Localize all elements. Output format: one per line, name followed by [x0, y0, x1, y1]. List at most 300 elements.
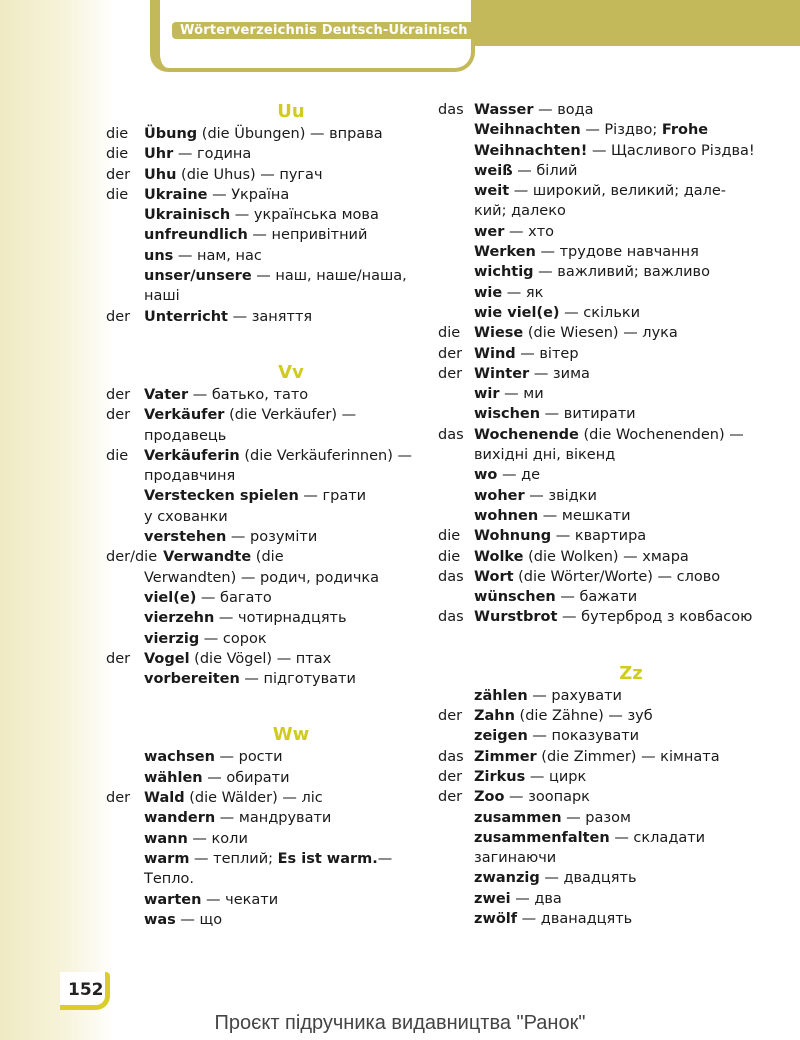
entry-article [106, 225, 144, 245]
entry-translation: (die Verkäuferinnen) — [239, 447, 412, 464]
entry-text [144, 768, 290, 788]
dictionary-entry [106, 205, 436, 225]
entry-article [106, 466, 144, 486]
entry-article [438, 201, 474, 221]
dictionary-entry [438, 141, 788, 161]
entry-text [144, 124, 383, 144]
dictionary-entry [106, 385, 436, 405]
entry-text [144, 608, 347, 628]
entry-article: der [438, 768, 463, 785]
dictionary-entry [106, 788, 436, 808]
dictionary-entry [106, 466, 436, 486]
entry-phrase: Frohe [661, 122, 709, 139]
entry-article [438, 486, 474, 506]
entry-text [144, 527, 317, 547]
dictionary-entry [438, 868, 788, 888]
entry-text [474, 262, 710, 282]
dictionary-entry [438, 283, 788, 303]
entry-text [144, 747, 283, 767]
entry-text [144, 629, 267, 649]
dictionary-entry [438, 262, 788, 282]
dictionary-entry [106, 890, 436, 910]
entry-word: Winter [474, 365, 530, 382]
dictionary-entry [438, 465, 788, 485]
entry-text [144, 788, 323, 808]
entry-translation: — багато [196, 589, 272, 606]
side-decoration-band [0, 0, 115, 1040]
dictionary-entry [438, 323, 788, 343]
entry-translation: (die Zähne) — зуб [514, 708, 653, 725]
entry-translation: — звідки [524, 487, 597, 504]
entry-translation: — два [510, 890, 562, 907]
dictionary-entry [438, 120, 788, 140]
entry-article [438, 909, 474, 929]
entry-word: vierzehn [144, 610, 215, 627]
entry-word: wischen [474, 406, 541, 423]
entry-text [474, 486, 597, 506]
entry-text [144, 890, 278, 910]
entry-translation: — разом [561, 809, 631, 826]
dictionary-entry [438, 726, 788, 746]
entry-translation: вихідні дні, вікенд [474, 447, 616, 464]
entry-text [474, 303, 640, 323]
entry-text [474, 242, 699, 262]
entry-word: wer [474, 223, 505, 240]
entry-text [144, 165, 323, 185]
entry-word: Wald [144, 790, 185, 807]
entry-text [474, 100, 594, 120]
dictionary-entry [106, 747, 436, 767]
entry-text [474, 120, 708, 140]
entry-translation: Verwandten) — родич, родичка [144, 569, 380, 586]
entry-translation: (die Übungen) — вправа [197, 126, 383, 142]
entry-text [144, 588, 272, 608]
dictionary-entry [438, 486, 788, 506]
entry-text [144, 185, 289, 205]
entry-text [474, 384, 544, 404]
entry-article [438, 120, 474, 140]
entry-word: unser/unsere [144, 268, 252, 285]
dictionary-entry [438, 303, 788, 323]
entry-word: Wasser [474, 102, 534, 118]
entry-article [438, 384, 474, 404]
entry-word: wachsen [144, 749, 215, 766]
entry-word: verstehen [144, 529, 227, 546]
entry-article [438, 283, 474, 303]
entry-article [106, 426, 144, 446]
entry-word: wählen [144, 769, 203, 786]
section-gap [438, 628, 788, 662]
dictionary-entry [438, 607, 788, 627]
entry-text [474, 161, 577, 181]
entry-article: der [106, 790, 131, 807]
entry-article [438, 828, 474, 848]
entry-text [474, 222, 554, 242]
entry-article [106, 527, 144, 547]
entry-translation: — обирати [202, 769, 290, 786]
dictionary-entry [438, 787, 788, 807]
left-column [106, 100, 436, 930]
entry-text [144, 426, 226, 446]
section-letter: Uu [277, 101, 305, 122]
dictionary-entry [106, 588, 436, 608]
section-gap [106, 327, 436, 361]
entry-article [106, 829, 144, 849]
entry-word: zwölf [474, 910, 518, 927]
entry-article [106, 808, 144, 828]
entry-translation: — нам, нас [173, 247, 262, 264]
entry-text [474, 889, 562, 909]
entry-article [106, 849, 144, 869]
entry-text [144, 829, 248, 849]
entry-article: die [106, 146, 129, 163]
entry-text [474, 587, 637, 607]
entry-word: wie [474, 284, 503, 301]
dictionary-entry [438, 425, 788, 445]
entry-article [106, 286, 144, 306]
entry-article [106, 629, 144, 649]
entry-text [474, 868, 637, 888]
dictionary-entry [438, 767, 788, 787]
dictionary-entry [106, 910, 436, 930]
entry-translation: — мандрувати [215, 810, 332, 827]
dictionary-entry [438, 506, 788, 526]
entry-article: der [106, 407, 131, 424]
entry-translation: (die Vögel) — птах [189, 650, 332, 667]
entry-text [474, 364, 590, 384]
entry-word: Ukraine [144, 186, 208, 203]
entry-text [474, 547, 689, 567]
entry-article: die [106, 186, 129, 203]
entry-article [106, 869, 144, 889]
entry-word: unfreundlich [144, 227, 248, 244]
page-number: 152 [68, 980, 104, 1000]
right-column [438, 100, 788, 929]
entry-article: das [438, 568, 464, 585]
dictionary-entry [106, 568, 436, 588]
entry-word: warm [144, 850, 190, 867]
entry-word: Werken [474, 244, 536, 261]
entry-translation: — де [497, 467, 541, 484]
dictionary-entry [106, 225, 436, 245]
entry-article [438, 262, 474, 282]
entry-text [474, 404, 636, 424]
entry-word: Vater [144, 386, 189, 403]
entry-article [438, 506, 474, 526]
entry-word: Wolke [474, 548, 524, 565]
dictionary-entry [106, 405, 436, 425]
entry-word: weit [474, 183, 510, 200]
entry-text [474, 344, 579, 364]
entry-text [474, 181, 726, 201]
entry-translation: Тепло. [144, 871, 195, 888]
entry-article [438, 161, 474, 181]
entry-translation: (die Verkäufer) — [224, 407, 357, 424]
entry-word: wandern [144, 810, 216, 827]
entry-article [106, 205, 144, 225]
entry-article: das [438, 748, 464, 765]
entry-translation: наші [144, 288, 180, 305]
entry-translation: — вітер [515, 345, 579, 362]
entry-text [144, 808, 331, 828]
entry-word: Uhu [144, 166, 177, 183]
entry-word: Vogel [144, 650, 190, 667]
entry-article [106, 747, 144, 767]
dictionary-entry [106, 486, 436, 506]
entry-translation: — бутерброд з ковбасою [557, 609, 753, 626]
entry-article: der [106, 386, 131, 403]
entry-word: Uhr [144, 146, 174, 163]
entry-text [144, 286, 180, 306]
entry-word: Wort [474, 568, 514, 585]
entry-text [474, 747, 720, 767]
entry-translation: — квартира [551, 528, 647, 545]
entry-translation: — наш, наше/наша, [251, 268, 407, 285]
entry-article [438, 222, 474, 242]
entry-translation: продавчиня [144, 468, 236, 485]
entry-word: wohnen [474, 507, 539, 524]
entry-article [438, 889, 474, 909]
entry-text [144, 307, 312, 327]
entry-article [438, 848, 474, 868]
entry-translation: кий; далеко [474, 203, 566, 220]
dictionary-entry [106, 124, 436, 144]
entry-text [474, 445, 615, 465]
entry-translation: — рости [214, 749, 283, 766]
dictionary-entry [106, 808, 436, 828]
entry-translation: — вода [533, 102, 594, 118]
entry-word: Verstecken spielen [144, 488, 299, 505]
entry-translation: — непривітний [247, 227, 368, 244]
dictionary-entry [438, 567, 788, 587]
entry-text [163, 547, 283, 567]
entry-article: der/die [106, 549, 158, 566]
entry-translation: — розуміти [226, 529, 318, 546]
entry-translation: — дванадцять [517, 910, 633, 927]
entry-word: zusammen [474, 809, 562, 826]
entry-translation: — як [502, 284, 544, 301]
dictionary-entry [438, 100, 788, 120]
entry-article [106, 910, 144, 930]
dictionary-entry [438, 828, 788, 848]
dictionary-entry [106, 649, 436, 669]
entry-word: vorbereiten [144, 671, 240, 688]
entry-text [474, 465, 540, 485]
entry-article [106, 246, 144, 266]
entry-article [106, 507, 144, 527]
entry-article [438, 587, 474, 607]
entry-word: Wohnung [474, 528, 552, 545]
entry-translation: — Щасливого Різдва! [587, 142, 755, 159]
entry-article [438, 141, 474, 161]
entry-text [474, 283, 543, 303]
entry-article: der [438, 708, 463, 725]
entry-translation: (die Wolken) — хмара [523, 548, 689, 565]
entry-article [106, 608, 144, 628]
entry-text [474, 787, 590, 807]
entry-word: Wochenende [474, 426, 579, 443]
dictionary-entry [106, 608, 436, 628]
entry-text [474, 686, 622, 706]
entry-article [438, 686, 474, 706]
page-title: Wörterverzeichnis Deutsch-Ukrainisch [172, 22, 476, 39]
entry-text [474, 909, 632, 929]
entry-word: wo [474, 467, 498, 484]
entry-translation: у схованки [144, 508, 228, 525]
entry-text [474, 808, 631, 828]
entry-word: Weihnachten! [474, 142, 588, 159]
entry-text [474, 201, 566, 221]
dictionary-entry [106, 165, 436, 185]
entry-translation: — чекати [201, 891, 279, 908]
entry-translation: — трудове навчання [535, 244, 699, 261]
entry-text [474, 526, 646, 546]
entry-word: weiß [474, 162, 513, 179]
entry-word: Zirkus [474, 768, 526, 785]
entry-text [474, 828, 705, 848]
dictionary-entry [106, 547, 436, 567]
dictionary-entry [106, 768, 436, 788]
entry-translation: — зима [529, 365, 590, 382]
dictionary-entry [106, 629, 436, 649]
entry-text [474, 323, 678, 343]
entry-article [106, 588, 144, 608]
entry-text [474, 141, 755, 161]
entry-word: Zahn [474, 708, 515, 725]
dictionary-entry [438, 686, 788, 706]
entry-translation: — рахувати [527, 687, 622, 704]
dictionary-entry [438, 384, 788, 404]
entry-text [474, 706, 653, 726]
entry-word: vierzig [144, 630, 200, 647]
entry-text [144, 205, 379, 225]
entry-translation: — важливий; важливо [533, 264, 710, 281]
entry-word: Übung [144, 126, 198, 142]
entry-word: Wurstbrot [474, 609, 558, 626]
entry-article: die [106, 126, 129, 142]
entry-word: Unterricht [144, 308, 228, 325]
entry-text [144, 649, 331, 669]
dictionary-entry [106, 144, 436, 164]
entry-translation: — теплий; [189, 850, 278, 867]
entry-text [144, 669, 356, 689]
entry-article [438, 404, 474, 424]
dictionary-entry [106, 527, 436, 547]
entry-text [144, 849, 392, 869]
entry-word: viel(e) [144, 589, 197, 606]
entry-translation: — складати [609, 829, 706, 846]
dictionary-entry [106, 286, 436, 306]
entry-word: Zoo [474, 789, 505, 806]
dictionary-entry [106, 849, 436, 869]
dictionary-entry [106, 669, 436, 689]
entry-translation: (die Wiesen) — лука [523, 325, 678, 342]
dictionary-entry [438, 526, 788, 546]
entry-article: das [438, 426, 464, 443]
dictionary-entry [106, 829, 436, 849]
entry-article [438, 808, 474, 828]
entry-translation: (die Zimmer) — кімната [536, 748, 720, 765]
entry-word: Weihnachten [474, 122, 581, 139]
entry-word: was [144, 911, 176, 928]
entry-translation: (die Wälder) — ліс [184, 790, 323, 807]
entry-translation: загинаючи [474, 850, 557, 867]
entry-text [144, 568, 379, 588]
entry-article: die [438, 528, 461, 545]
entry-translation: — підготувати [239, 671, 356, 688]
entry-text [474, 726, 639, 746]
entry-translation: — ми [499, 386, 544, 403]
dictionary-entry [438, 364, 788, 384]
entry-article [106, 568, 144, 588]
entry-text [144, 266, 407, 286]
entry-translation: — мешкати [538, 507, 631, 524]
section-letter: Zz [619, 662, 643, 684]
entry-article [106, 768, 144, 788]
entry-text [144, 466, 235, 486]
dictionary-entry [438, 344, 788, 364]
entry-translation: — сорок [199, 630, 267, 647]
entry-translation: — година [173, 146, 252, 163]
dictionary-entry [438, 222, 788, 242]
entry-word: wichtig [474, 264, 534, 281]
entry-word: Wind [474, 345, 516, 362]
entry-text [144, 446, 412, 466]
footer-caption: Проєкт підручника видавництва "Ранок" [214, 1012, 586, 1034]
entry-translation: (die Uhus) — пугач [176, 166, 323, 183]
entry-word: warten [144, 891, 202, 908]
entry-word: wie viel(e) [474, 304, 560, 321]
entry-translation: — двадцять [539, 870, 637, 887]
entry-translation: (die [251, 549, 284, 566]
entry-phrase: Es ist warm. [277, 850, 378, 867]
entry-word: wir [474, 386, 500, 403]
entry-word: Verkäuferin [144, 447, 240, 464]
entry-translation: — зоопарк [504, 789, 590, 806]
entry-phrase-tail: — [377, 850, 393, 867]
entry-article: der [438, 365, 463, 382]
entry-word: Verkäufer [144, 407, 225, 424]
dictionary-entry [106, 507, 436, 527]
entry-article [106, 486, 144, 506]
entry-article [438, 303, 474, 323]
entry-word: zählen [474, 687, 528, 704]
entry-article: der [106, 650, 131, 667]
entry-translation: — заняття [227, 308, 313, 325]
entry-translation: — що [175, 911, 223, 928]
entry-translation: — широкий, великий; дале- [509, 183, 727, 200]
entry-translation: — витирати [540, 406, 636, 423]
entry-word: wann [144, 830, 188, 847]
entry-text [144, 225, 367, 245]
entry-text [474, 567, 720, 587]
entry-article [438, 868, 474, 888]
dictionary-entry [438, 242, 788, 262]
entry-word: woher [474, 487, 525, 504]
entry-article: die [106, 447, 129, 464]
entry-translation: — скільки [559, 304, 641, 321]
entry-text [144, 910, 222, 930]
entry-article: der [106, 166, 131, 183]
entry-text [144, 869, 194, 889]
entry-article: das [438, 609, 464, 626]
entry-text [144, 486, 366, 506]
entry-translation: — білий [512, 162, 578, 179]
entry-translation: — показувати [527, 728, 640, 745]
entry-translation: — грати [298, 488, 367, 505]
entry-translation: — Різдво; [580, 122, 662, 139]
entry-word: Wiese [474, 325, 524, 342]
